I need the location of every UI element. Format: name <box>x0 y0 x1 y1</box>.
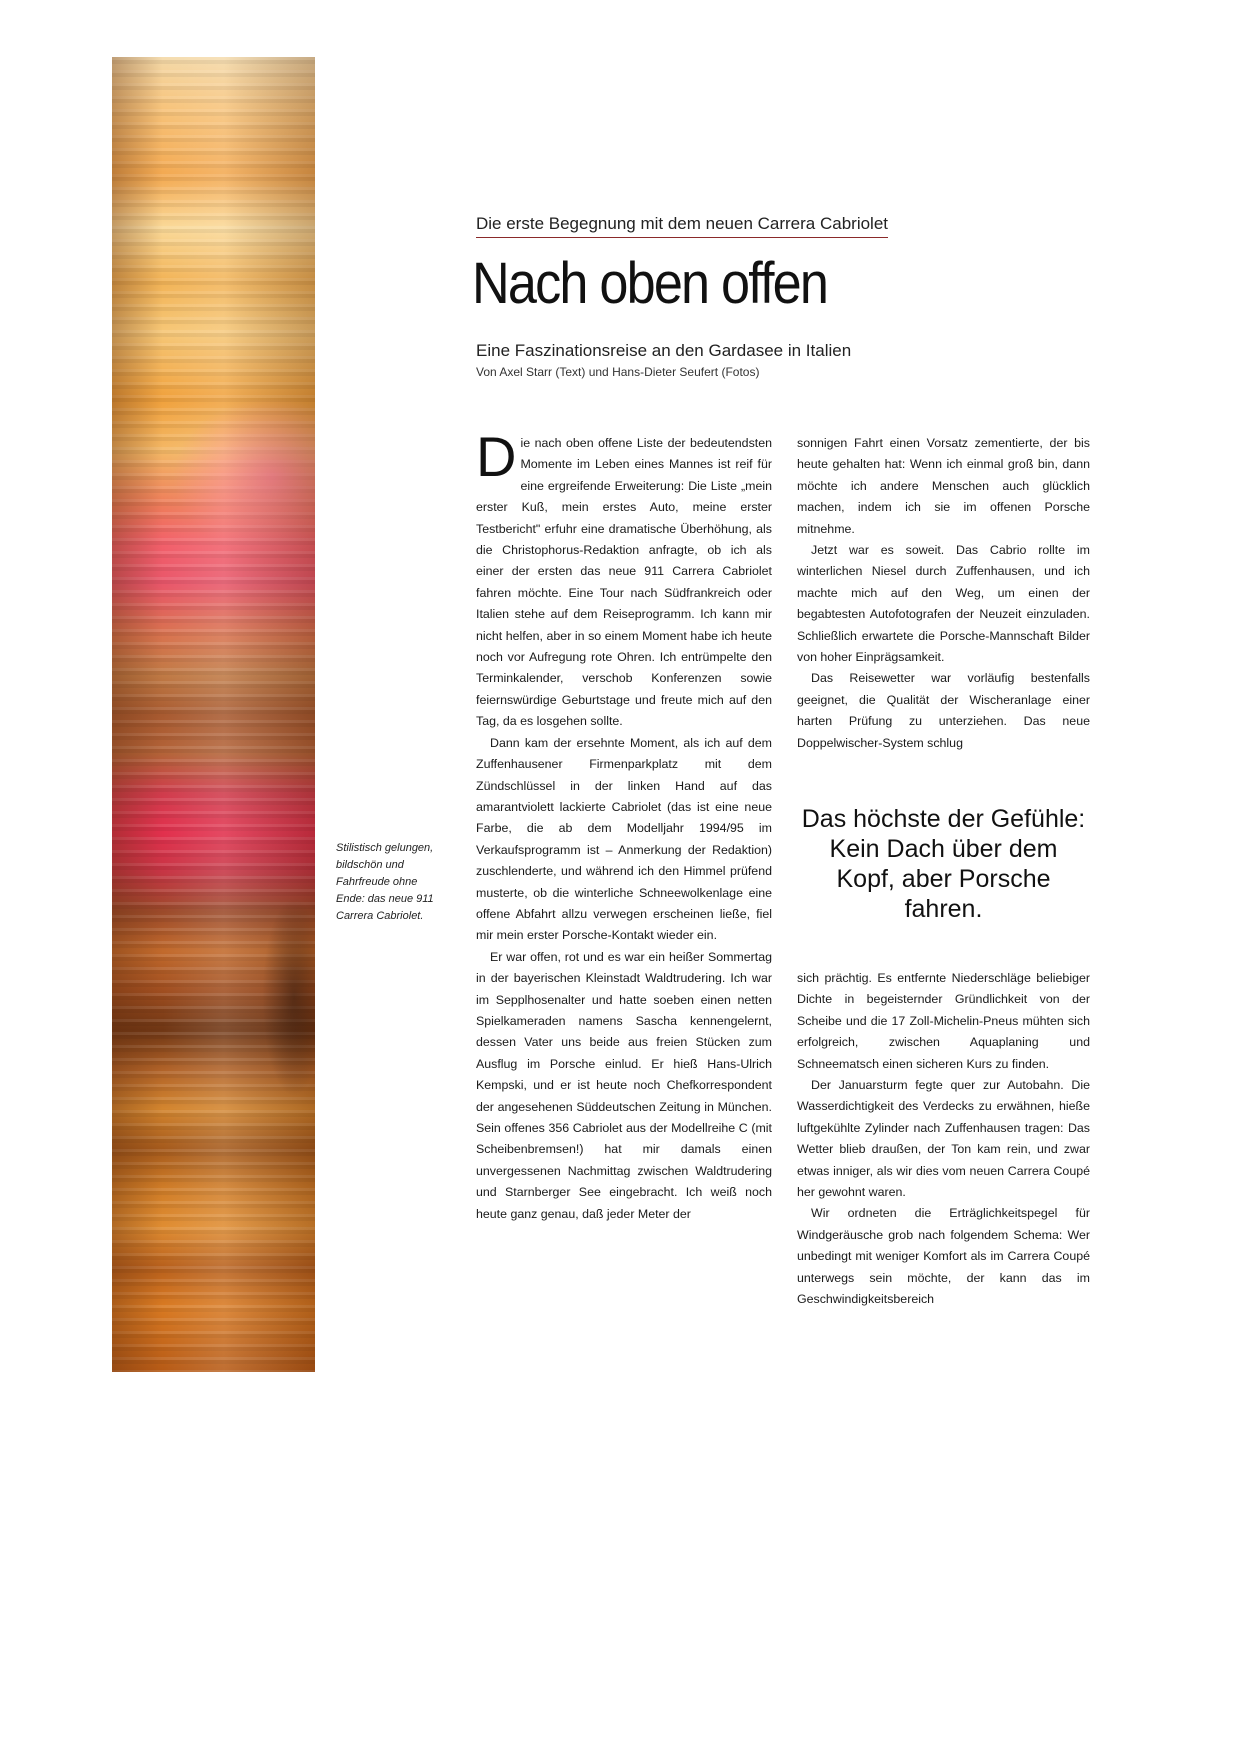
drop-cap: D <box>476 425 517 488</box>
paragraph: sonnigen Fahrt einen Vorsatz zementierte, der bis heute gehalten hat: Wenn ich einmal groß bin, dann möchte ich andere Menschen auch glücklich machen, indem ich sie im offenen Porsche mitnehme. <box>797 436 1090 536</box>
paragraph <box>476 425 772 733</box>
byline: Von Axel Starr (Text) und Hans-Dieter Seufert (Fotos) <box>476 365 760 379</box>
article-column-1 <box>476 425 772 1225</box>
paragraph: Er war offen, rot und es war ein heißer Sommertag in der bayerischen Kleinstadt Waldtrudering. Ich war im Sepplhosenalter und hatte soeben einen netten Spielkameraden namens Sascha kennengelernt, dessen Vater uns beide aus freien Stücken zum Ausflug im Porsche einlud. Er hieß Hans-Ulrich Kempski, und er ist heute noch Chefkorrespondent der angesehenen Süddeutschen Zeitung in München. Sein offenes 356 Cabriolet aus der Modellreihe C (mit Scheibenbremsen!) hat mir damals einen unvergessenen Nachmittag zwischen Waldtrudering und Starnberger See eingebracht. Ich weiß noch heute ganz genau, daß jeder Meter der <box>476 949 772 1221</box>
paragraph: Wir ordneten die Erträglichkeitspegel für Windgeräusche grob nach folgendem Schema: Wer unbedingt mit weniger Komfort als im Carrera Coupé unterwegs sein möchte, der kann das im Geschwindigkeitsbereich <box>797 1206 1090 1307</box>
subtitle: Eine Faszinationsreise an den Gardasee in Italien <box>476 341 852 360</box>
paragraph: Das Reisewetter war vorläufig bestenfalls geeignet, die Qualität der Wischeranlage einer harten Prüfung zu unterziehen. Das neue Doppelwischer-System schlug <box>797 671 1090 750</box>
photo-caption: Stilistisch gelungen, bildschön und Fahrfreude ohne Ende: das neue 911 Carrera Cabriolet. <box>336 842 434 922</box>
motion-blur-car-photo <box>112 57 315 1372</box>
article-column-2-top <box>797 433 1090 754</box>
paragraph: Dann kam der ersehnte Moment, als ich auf dem Zuffenhausener Firmenparkplatz mit dem Zündschlüssel in der linken Hand auf das amarantviolett lackierte Cabriolet (das ist eine neue Farbe, die ab dem Modelljahr 1994/95 im Verkaufsprogramm ist – Anmerkung der Redaktion) zuschlenderte, und während ich den Himmel prüfend musterte, ob die winterliche Schneewolkenlage eine offene Abfahrt allzu verwegen erscheinen ließe, fiel mir mein erster Porsche-Kontakt wieder ein. <box>476 735 772 943</box>
photo-shade <box>112 57 315 1372</box>
article-column-2-bottom <box>797 968 1090 1311</box>
paragraph: Jetzt war es soweit. Das Cabrio rollte im winterlichen Niesel durch Zuffenhausen, und ich machte mich auf den Weg, um einen der begabtesten Autofotografen der Neuzeit einzuladen. Schließlich erwartete die Porsche-Mannschaft Bilder von hoher Einprägsamkeit. <box>797 543 1090 665</box>
pull-quote: Das höchste der Gefühle: Kein Dach über dem Kopf, aber Porsche fahren. <box>801 805 1086 923</box>
kicker: Die erste Begegnung mit dem neuen Carrera Cabriolet <box>476 213 888 238</box>
paragraph: sich prächtig. Es entfernte Niederschläge beliebiger Dichte in begeisternder Gründlichkeit von der Scheibe und die 17 Zoll-Michelin-Pneus mühten sich erfolgreich, zwischen Aquaplaning und Schneematsch einen sicheren Kurs zu finden. <box>797 971 1090 1071</box>
paragraph: Der Januarsturm fegte quer zur Autobahn. Die Wasserdichtigkeit des Verdecks zu erwähnen, hieße luftgekühlte Zylinder nach Zuffenhausen tragen: Das Wetter blieb draußen, der Ton kam rein, und zwar etwas inniger, als wir dies vom neuen Carrera Coupé her gewohnt waren. <box>797 1078 1090 1200</box>
paragraph-text: ie nach oben offene Liste der bedeutendsten Momente im Leben eines Mannes ist reif für eine ergreifende Erweiterung: Die Liste „mein erster Kuß, mein erstes Auto, meine erster Testbericht" erfuhr eine dramatische Überhöhung, als die Christophorus-Redaktion anfragte, ob ich als einer der ersten das neue 911 Carrera Cabriolet fahren möchte. Eine Tour nach Südfrankreich oder Italien stehe auf dem Reiseprogramm. Ich kann mir nicht helfen, aber in so einem Moment habe ich heute noch vor Aufregung rote Ohren. Ich entrümpelte den Terminkalender, verschob Konferenzen sowie feiernswürdige Geburtstage und freute mich auf den Tag, da es losgehen sollte. <box>476 436 772 729</box>
page-title: Nach oben offen <box>472 251 828 316</box>
